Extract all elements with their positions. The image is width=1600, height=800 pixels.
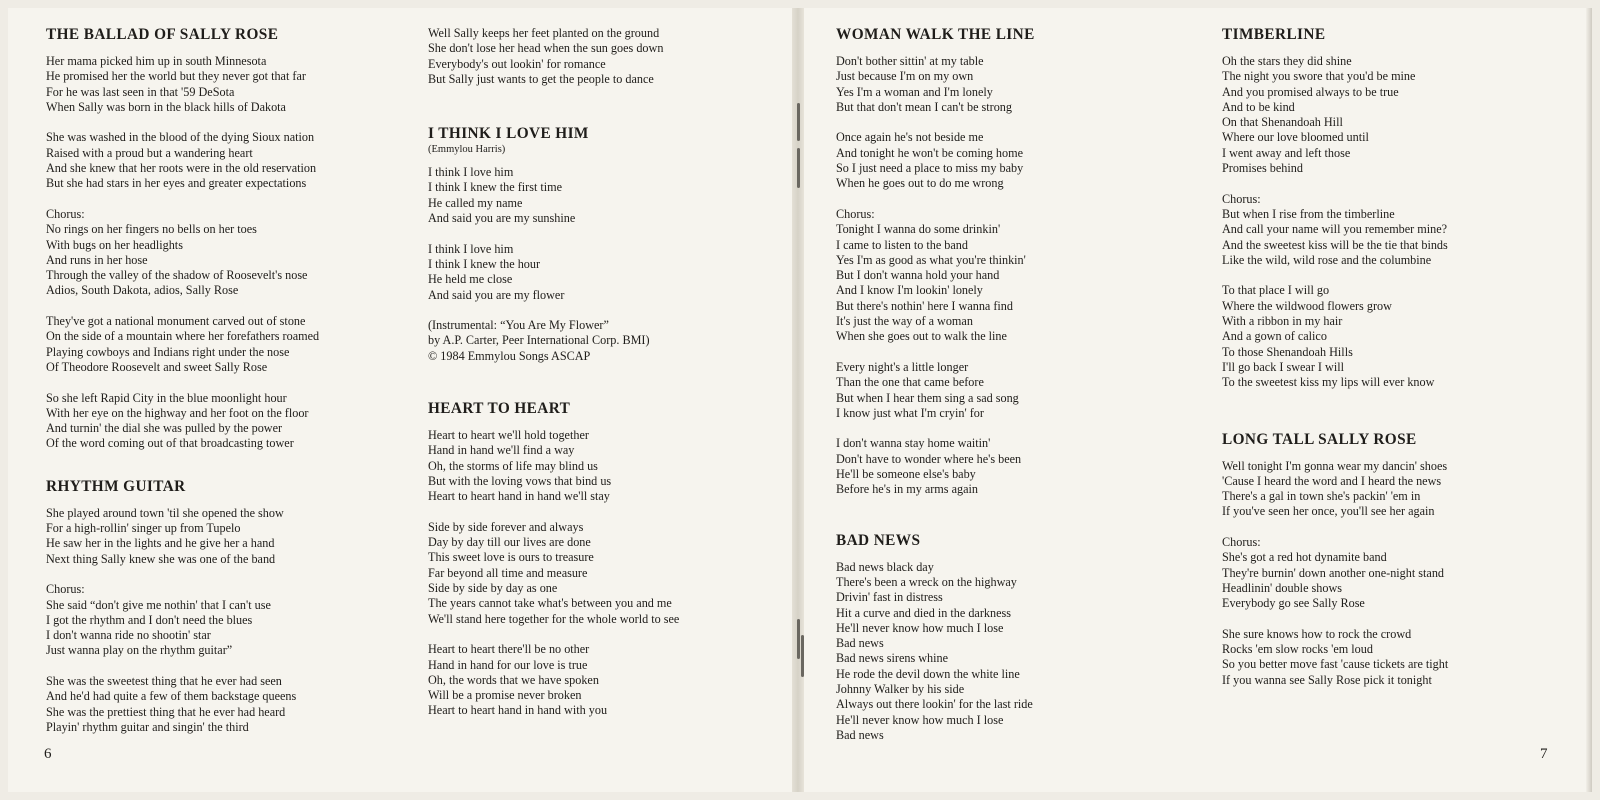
page-number-right: 7 [1540, 746, 1548, 762]
lyric-line: Everybody go see Sally Rose [1222, 596, 1365, 611]
lyric-line: Hand in hand we'll find a way [428, 443, 575, 458]
lyric-line: But Sally just wants to get the people to dance [428, 71, 654, 86]
lyric-line: Heart to heart hand in hand with you [428, 703, 608, 718]
stanza [46, 391, 406, 452]
stanza [428, 428, 788, 504]
lyric-line: And said you are my sunshine [428, 211, 576, 226]
lyric-line: If you've seen her once, you'll see her again [1222, 504, 1435, 519]
lyric-line: Day by day till our lives are done [428, 535, 591, 550]
lyric-line: On that Shenandoah Hill [1222, 115, 1343, 130]
lyric-line: Promises behind [1222, 161, 1303, 176]
stanza [836, 436, 1196, 497]
lyric-line: The night you swore that you'd be mine [1222, 69, 1416, 84]
lyric-line: Headlinin' double shows [1222, 580, 1342, 595]
song-title: TIMBERLINE [1222, 26, 1326, 43]
lyric-line: Don't bother sittin' at my table [836, 54, 984, 68]
lyric-line: But when I hear them sing a sad song [836, 390, 1019, 405]
right-page [800, 8, 1592, 792]
lyric-line: No rings on her fingers no bells on her toes [46, 222, 257, 237]
song-title: WOMAN WALK THE LINE [836, 26, 1035, 43]
lyric-line: 'Cause I heard the word and I heard the news [1222, 473, 1442, 488]
stanza [428, 520, 788, 627]
lyric-line: And tonight he won't be coming home [836, 145, 1024, 160]
lyric-line: Through the valley of the shadow of Roosevelt's nose [46, 268, 308, 283]
lyric-line: Chorus: [1222, 535, 1261, 550]
lyric-line: With her eye on the highway and her foot on the floor [46, 405, 309, 420]
lyric-line: The years cannot take what's between you and me [428, 596, 672, 611]
staple [797, 148, 800, 188]
stanza [1222, 459, 1582, 520]
lyric-line: I got the rhythm and I don't need the blues [46, 612, 253, 627]
lyric-line: Once again he's not beside me [836, 130, 984, 145]
lyric-line: To those Shenandoah Hills [1222, 344, 1353, 359]
staple [801, 635, 804, 677]
lyric-line: I came to listen to the band [836, 237, 968, 252]
lyric-line: Heart to heart hand in hand we'll stay [428, 489, 610, 504]
lyric-line: Always out there lookin' for the last ride [836, 697, 1033, 712]
lyric-line: And he'd had quite a few of them backstage queens [46, 689, 297, 704]
lyric-line: I don't wanna stay home waitin' [836, 436, 991, 451]
lyric-line: She was the sweetest thing that he ever had seen [46, 673, 282, 688]
lyric-line: But there's nothin' here I wanna find [836, 298, 1013, 313]
lyric-line: Hand in hand for our love is true [428, 657, 588, 672]
right-column-1 [836, 26, 1196, 766]
stanza [1222, 192, 1582, 268]
lyric-line: When he goes out to do me wrong [836, 176, 1004, 191]
lyric-line: Just because I'm on my own [836, 69, 974, 84]
lyric-line: She was washed in the blood of the dying Sioux nation [46, 130, 315, 145]
lyric-line: I think I knew the hour [428, 256, 541, 271]
stanza [46, 130, 406, 191]
lyric-line: I know just what I'm cryin' for [836, 405, 984, 420]
lyric-line: For a high-rollin' singer up from Tupelo [46, 521, 241, 536]
stanza [428, 318, 788, 364]
lyric-line: Yes I'm as good as what you're thinkin' [836, 252, 1026, 267]
stanza [46, 582, 406, 658]
lyric-line: Side by side forever and always [428, 519, 584, 534]
lyric-line: I don't wanna ride no shootin' star [46, 628, 211, 643]
lyric-line: When she goes out to walk the line [836, 329, 1007, 344]
lyric-line: I went away and left those [1222, 145, 1351, 160]
lyric-line: And she knew that her roots were in the old reservation [46, 161, 317, 176]
song [428, 125, 788, 364]
lyric-line: Than the one that came before [836, 375, 984, 390]
lyric-line: This sweet love is ours to treasure [428, 550, 594, 565]
lyric-line: (Instrumental: “You Are My Flower” [428, 318, 609, 333]
lyric-line: And turnin' the dial she was pulled by the power [46, 421, 283, 436]
lyric-line: She said “don't give me nothin' that I can't use [46, 597, 271, 612]
lyric-line: Bad news [836, 636, 884, 651]
left-column-2 [428, 26, 788, 742]
lyric-line: But when I rise from the timberline [1222, 206, 1395, 221]
lyric-line: Her mama picked him up in south Minnesota [46, 54, 267, 68]
lyric-line: There's a gal in town she's packin' 'em in [1222, 489, 1421, 504]
left-column-1 [46, 26, 406, 758]
lyric-line: Bad news sirens whine [836, 651, 949, 666]
lyric-line: I think I knew the first time [428, 180, 563, 195]
lyric-line: So she left Rapid City in the blue moonlight hour [46, 390, 287, 405]
lyric-line: Heart to heart we'll hold together [428, 428, 589, 443]
lyric-line: Well tonight I'm gonna wear my dancin' shoes [1222, 458, 1448, 473]
page-edge [1586, 8, 1592, 792]
lyric-line: Raised with a proud but a wandering heart [46, 145, 253, 160]
stanza [836, 560, 1196, 744]
lyric-line: To that place I will go [1222, 283, 1330, 298]
lyric-line: He held me close [428, 272, 513, 287]
lyric-line: He rode the devil down the white line [836, 666, 1020, 681]
stanza [46, 506, 406, 567]
lyric-line: Chorus: [46, 206, 85, 221]
stanza [428, 165, 788, 226]
lyric-line: We'll stand here together for the whole world to see [428, 611, 680, 626]
lyric-line: If you wanna see Sally Rose pick it tonight [1222, 672, 1432, 687]
left-page [8, 8, 796, 792]
lyric-line: Oh, the storms of life may blind us [428, 458, 598, 473]
stanza [46, 314, 406, 375]
lyric-line: There's been a wreck on the highway [836, 574, 1017, 589]
lyric-line: Well Sally keeps her feet planted on the ground [428, 26, 660, 40]
lyric-line: Where the wildwood flowers grow [1222, 298, 1392, 313]
lyric-line: Chorus: [46, 582, 85, 597]
lyric-line: They've got a national monument carved out of stone [46, 314, 306, 329]
song [1222, 26, 1582, 391]
lyric-line: Everybody's out lookin' for romance [428, 56, 606, 71]
lyric-line: With bugs on her headlights [46, 237, 183, 252]
lyric-line: Far beyond all time and measure [428, 565, 588, 580]
lyric-line: Bad news [836, 727, 884, 742]
stanza [1222, 54, 1582, 176]
stanza [1222, 535, 1582, 611]
lyric-line: Bad news black day [836, 559, 934, 574]
lyric-line: Next thing Sally knew she was one of the band [46, 551, 276, 566]
stanza [836, 54, 1196, 115]
lyric-line: Don't have to wonder where he's been [836, 451, 1022, 466]
song [46, 26, 406, 452]
lyric-line: I think I love him [428, 241, 514, 256]
stanza [1222, 283, 1582, 390]
lyric-line: She was the prettiest thing that he ever had heard [46, 704, 286, 719]
lyric-line: She sure knows how to rock the crowd [1222, 626, 1412, 641]
stanza [836, 130, 1196, 191]
lyric-line: But I don't wanna hold your hand [836, 268, 1000, 283]
lyric-line: To the sweetest kiss my lips will ever know [1222, 375, 1435, 390]
lyric-line: He'll never know how much I lose [836, 620, 1004, 635]
song [428, 400, 788, 719]
lyric-line: She played around town 'til she opened the show [46, 505, 284, 520]
lyric-line: But that don't mean I can't be strong [836, 99, 1012, 114]
lyric-line: I'll go back I swear I will [1222, 359, 1344, 374]
lyric-line: Before he's in my arms again [836, 482, 978, 497]
lyric-line: He saw her in the lights and he give her a hand [46, 536, 275, 551]
lyric-line: © 1984 Emmylou Songs ASCAP [428, 348, 591, 363]
lyric-line: She's got a red hot dynamite band [1222, 550, 1387, 565]
lyric-line: On the side of a mountain where her forefathers roamed [46, 329, 320, 344]
staple [797, 103, 800, 141]
lyric-line: Of Theodore Roosevelt and sweet Sally Rose [46, 359, 268, 374]
lyric-line: Johnny Walker by his side [836, 681, 965, 696]
lyric-line: She don't lose her head when the sun goes down [428, 41, 664, 56]
stanza [46, 674, 406, 735]
lyric-line: Every night's a little longer [836, 359, 969, 374]
song-title: THE BALLAD OF SALLY ROSE [46, 26, 279, 43]
song [1222, 431, 1582, 688]
lyric-line: Just wanna play on the rhythm guitar” [46, 643, 233, 658]
lyric-line: Oh, the words that we have spoken [428, 672, 599, 687]
lyric-line: And runs in her hose [46, 252, 148, 267]
lyric-line: Yes I'm a woman and I'm lonely [836, 84, 993, 99]
right-column-2 [1222, 26, 1582, 711]
lyric-line: And said you are my flower [428, 287, 565, 302]
lyric-line: He'll be someone else's baby [836, 467, 976, 482]
song [46, 478, 406, 735]
song [836, 532, 1196, 744]
page-number-left: 6 [44, 746, 52, 762]
lyric-line: Chorus: [836, 206, 875, 221]
lyric-line: Adios, South Dakota, adios, Sally Rose [46, 283, 239, 298]
lyric-line: He'll never know how much I lose [836, 712, 1004, 727]
song [836, 26, 1196, 498]
stanza [836, 207, 1196, 345]
stanza [46, 207, 406, 299]
lyric-line: Side by side by day as one [428, 581, 558, 596]
stanza [428, 26, 788, 87]
lyric-line: And you promised always to be true [1222, 84, 1399, 99]
lyric-line: I think I love him [428, 165, 514, 180]
lyric-line: They're burnin' down another one-night stand [1222, 565, 1445, 580]
lyric-line: But she had stars in her eyes and greater expectations [46, 176, 307, 191]
lyric-line: And a gown of calico [1222, 329, 1327, 344]
lyric-line: But with the loving vows that bind us [428, 473, 612, 488]
lyric-line: When Sally was born in the black hills of Dakota [46, 99, 286, 114]
lyric-line: Of the word coming out of that broadcasting tower [46, 436, 294, 451]
song-title: BAD NEWS [836, 531, 921, 549]
stanza [428, 242, 788, 303]
song-title: HEART TO HEART [428, 400, 571, 418]
stanza [836, 360, 1196, 421]
lyric-line: Tonight I wanna do some drinkin' [836, 222, 1001, 237]
lyric-line: Playing cowboys and Indians right under the nose [46, 344, 290, 359]
lyric-line: And call your name will you remember mine? [1222, 222, 1448, 237]
song-credit: (Emmylou Harris) [428, 144, 506, 156]
staple [797, 619, 800, 659]
lyric-line: He promised her the world but they never got that far [46, 69, 306, 84]
lyric-line: Chorus: [1222, 191, 1261, 206]
lyric-line: Drivin' fast in distress [836, 590, 943, 605]
song-title: RHYTHM GUITAR [46, 477, 186, 495]
lyric-line: And to be kind [1222, 99, 1295, 114]
lyric-line: by A.P. Carter, Peer International Corp. BMI) [428, 333, 650, 348]
lyric-line: Where our love bloomed until [1222, 130, 1369, 145]
stanza [1222, 627, 1582, 688]
lyric-line: Will be a promise never broken [428, 688, 582, 703]
lyric-line: It's just the way of a woman [836, 314, 973, 329]
lyric-line: Playin' rhythm guitar and singin' the third [46, 719, 249, 734]
lyric-line: Rocks 'em slow rocks 'em loud [1222, 642, 1373, 657]
lyric-line: And I know I'm lookin' lonely [836, 283, 983, 298]
stanza [428, 642, 788, 718]
lyric-line: And the sweetest kiss will be the tie that binds [1222, 237, 1448, 252]
lyric-line: Heart to heart there'll be no other [428, 642, 590, 657]
lyric-line: Oh the stars they did shine [1222, 54, 1352, 68]
lyric-line: So I just need a place to miss my baby [836, 161, 1024, 176]
stanza [46, 54, 406, 115]
lyric-line: So you better move fast 'cause tickets are tight [1222, 657, 1449, 672]
lyric-line: With a ribbon in my hair [1222, 314, 1343, 329]
lyric-line: For he was last seen in that '59 DeSota [46, 84, 235, 99]
song-title: I THINK I LOVE HIM [428, 125, 589, 143]
song-title: LONG TALL SALLY ROSE [1222, 430, 1417, 448]
song [428, 26, 788, 87]
lyric-line: He called my name [428, 195, 523, 210]
lyric-line: Like the wild, wild rose and the columbine [1222, 252, 1432, 267]
lyric-line: Hit a curve and died in the darkness [836, 605, 1011, 620]
